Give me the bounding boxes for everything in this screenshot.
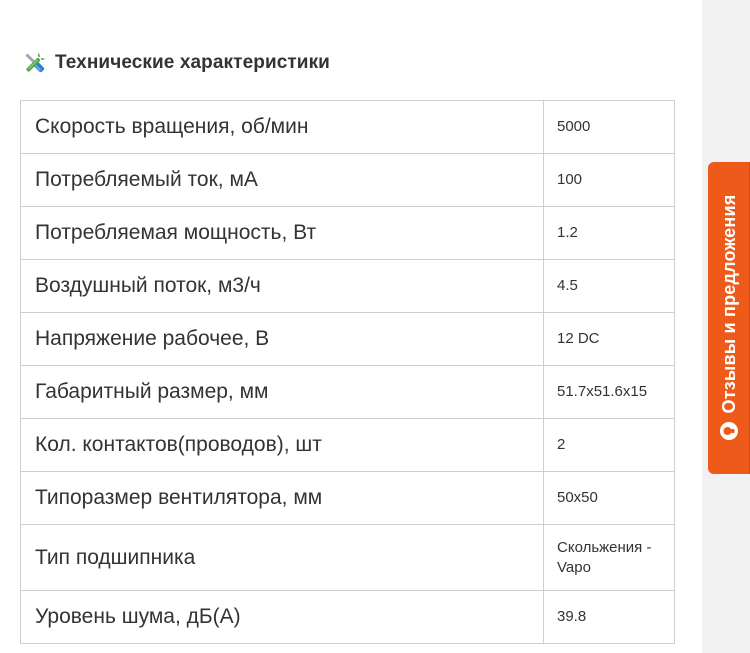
spec-name: Скорость вращения, об/мин xyxy=(21,101,544,154)
spec-name: Габаритный размер, мм xyxy=(21,366,544,419)
spec-name: Потребляемая мощность, Вт xyxy=(21,207,544,260)
spec-value: 1.2 xyxy=(544,207,675,260)
spec-value: 50x50 xyxy=(544,472,675,525)
section-header xyxy=(21,48,330,78)
table-row xyxy=(21,419,675,472)
spec-value: 5000 xyxy=(544,101,675,154)
spec-name: Уровень шума, дБ(А) xyxy=(21,591,544,644)
spec-value: 12 DC xyxy=(544,313,675,366)
spec-name: Кол. контактов(проводов), шт xyxy=(21,419,544,472)
table-row xyxy=(21,207,675,260)
feedback-tab[interactable] xyxy=(708,162,750,474)
spec-name: Воздушный поток, м3/ч xyxy=(21,260,544,313)
tools-icon xyxy=(21,49,49,77)
spec-value: 51.7x51.6x15 xyxy=(544,366,675,419)
table-row xyxy=(21,260,675,313)
spec-name: Тип подшипника xyxy=(21,525,544,591)
table-row xyxy=(21,101,675,154)
spec-value: 2 xyxy=(544,419,675,472)
table-row xyxy=(21,472,675,525)
lightbulb-icon xyxy=(719,421,739,441)
feedback-label: Отзывы и предложения xyxy=(718,194,739,414)
spec-value: Скольжения - Vapo xyxy=(544,525,675,591)
spec-value: 100 xyxy=(544,154,675,207)
spec-name: Типоразмер вентилятора, мм xyxy=(21,472,544,525)
specs-table xyxy=(20,100,675,644)
spec-value: 39.8 xyxy=(544,591,675,644)
spec-name: Потребляемый ток, мА xyxy=(21,154,544,207)
feedback-tab-content[interactable] xyxy=(714,173,744,463)
table-row xyxy=(21,525,675,591)
table-row xyxy=(21,591,675,644)
table-row xyxy=(21,366,675,419)
section-title: Технические характеристики xyxy=(55,52,330,73)
table-row xyxy=(21,313,675,366)
spec-name: Напряжение рабочее, В xyxy=(21,313,544,366)
spec-value: 4.5 xyxy=(544,260,675,313)
table-row xyxy=(21,154,675,207)
